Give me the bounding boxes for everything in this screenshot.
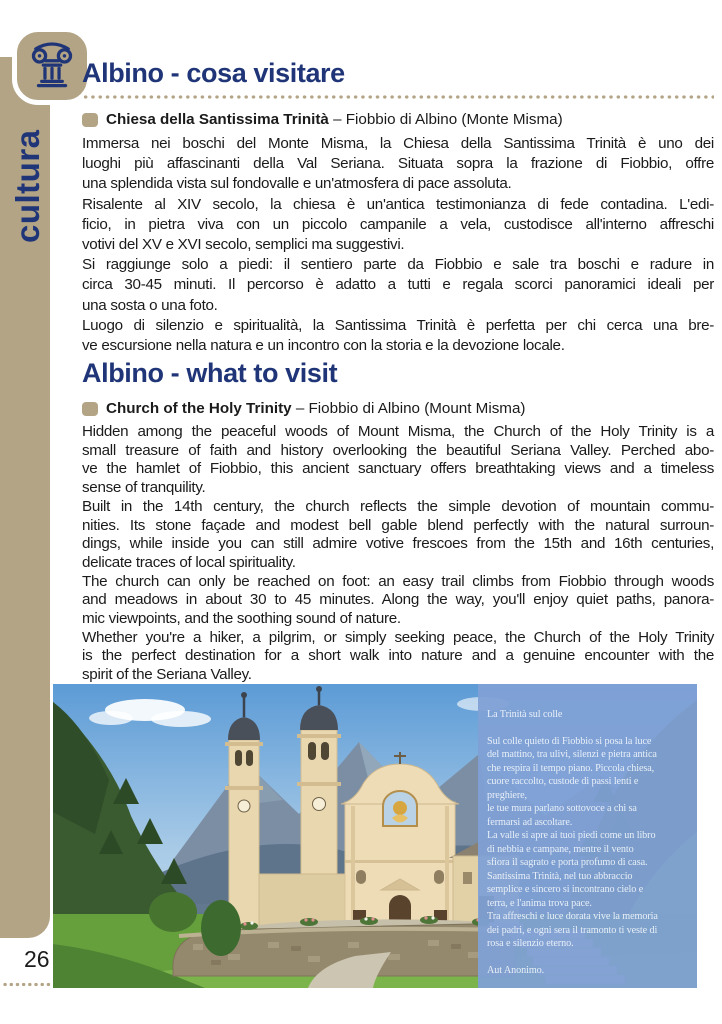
poem-title: La Trinità sul colle: [487, 709, 563, 720]
page-title-italian: Albino - cosa visitare: [82, 58, 345, 88]
sidebar-category-label: cultura: [9, 129, 46, 243]
poem-line: Sul colle quieto di Fiobbio si posa la luce: [487, 735, 652, 747]
text-line: dings, while inside you can still admire votive frescoes from the 15th and 16th centuries,: [82, 535, 714, 553]
section-english: [82, 358, 714, 685]
bullet-marker: [82, 402, 98, 416]
text-line: delicate traces of local spirituality.: [82, 553, 296, 571]
lead-text: [106, 110, 563, 129]
text-line: Si raggiunge solo a piedi: il sentiero parte da Fiobbio e sale tra boschi e radure in: [82, 256, 714, 274]
text-line: The church can only be reached on foot: an easy trail climbs from Fiobbio through woods: [82, 572, 714, 590]
text-line: ve the hamlet of Fiobbio, this ancient sanctuary offers breathtaking views and a timeless: [82, 460, 714, 478]
lead-line-italian: [82, 110, 714, 129]
poem: [478, 684, 697, 977]
text-line: ve escursione nella natura e un incontro con la storia e la devozione locale.: [82, 337, 565, 355]
poem-author: Aut Anonimo.: [487, 964, 545, 976]
text-line: small treasure of faith and history overlooking the beautiful Seriana Valley. Perched abo-: [82, 441, 714, 459]
lead-line-english: [82, 399, 714, 418]
section-italian: [82, 58, 714, 356]
text-line: Whether you're a hiker, a pilgrim, or simply seeking peace, the Church of the Holy Trinity: [82, 628, 714, 646]
poem-line: rosa e silenzio eterno.: [487, 938, 574, 949]
place-location: – Fiobbio di Albino (Monte Misma): [328, 111, 563, 128]
text-line: is the perfect destination for a short walk into nature and a genuine encounter with the: [82, 647, 714, 665]
poem-line: sfiora il sagrato e porta profumo di casa.: [487, 857, 648, 868]
body-text-italian: [82, 134, 714, 356]
lead-text: [106, 399, 525, 418]
ionic-column-icon: [26, 38, 78, 95]
dotted-divider: [82, 95, 714, 99]
text-line: votivi del XV e XVI secolo, semplici ma suggestivi.: [82, 236, 405, 254]
poem-line: semplice e sincero si incontrano cielo e: [487, 884, 644, 895]
poem-line: Santissima Trinità, nel tuo abbraccio: [487, 870, 633, 882]
poem-panel: [478, 684, 697, 988]
place-name-bold: Chiesa della Santissima Trinità: [106, 111, 329, 128]
body-text-english: [82, 423, 714, 685]
poem-body: [487, 735, 690, 951]
poem-line: fermarsi ad ascoltare.: [487, 816, 573, 828]
poem-line: dei padri, e ogni sera il tramonto ti veste di: [487, 924, 658, 936]
place-location: – Fiobbio di Albino (Mount Misma): [291, 400, 526, 417]
text-line: Risalente al XIV secolo, la chiesa è un'antica testimonianza di fede contadina. L'edi-: [82, 195, 714, 213]
page-title-english: Albino - what to visit: [82, 358, 338, 388]
poem-line: Tra affreschi e luce dorata vive la memoria: [487, 911, 658, 922]
poem-line: cuore raccolto, custode di passi lenti e: [487, 776, 639, 787]
text-line: una sosta o una foto.: [82, 296, 218, 314]
text-line: Hidden among the peaceful woods of Mount Misma, the Church of the Holy Trinity is a: [82, 423, 714, 440]
text-line: ficio, in pietra viva con un piccolo campanile a vela, custodisce all'interno affreschi: [82, 215, 714, 233]
text-line: mic viewpoints, and the soothing sound of nature.: [82, 610, 401, 628]
bullet-marker: [82, 113, 98, 127]
poem-line: del mattino, tra ulivi, silenzi e pietra antica: [487, 749, 657, 760]
text-line: Luogo di silenzio e spiritualità, la Santissima Trinità è perfetta per chi cerca una bre-: [82, 316, 714, 334]
poem-line: preghiere,: [487, 789, 528, 801]
category-icon-tile: [12, 27, 92, 105]
text-line: spirit of the Seriana Valley.: [82, 666, 252, 684]
text-line: circa 30-45 minuti. Il percorso è adatto a tutti e regala scorci panoramici ideali per: [82, 276, 714, 294]
text-line: and meadows in about 30 to 45 minutes. Along the way, you'll enjoy quiet paths, panora-: [82, 591, 714, 609]
text-line: una splendida vista sul fondovalle e un'atmosfera di pace assoluta.: [82, 175, 512, 193]
footer-dotted-line: [2, 982, 52, 987]
text-line: sense of tranquility.: [82, 479, 206, 497]
place-name-bold: Church of the Holy Trinity: [106, 400, 292, 417]
poem-line: La valle si apre ai tuoi piedi come un libro: [487, 830, 656, 841]
poem-line: di nebbia e campane, mentre il vento: [487, 843, 634, 855]
text-line: nities. Its stone façade and modest bell gable blend perfectly with the natural surroun-: [82, 516, 714, 534]
text-line: luoghi più affascinanti della Val Seriana. Situata sopra la frazione di Fiobbio, offre: [82, 155, 714, 173]
text-line: Built in the 14th century, the church reflects the simple devotion of mountain commu-: [82, 497, 714, 515]
poem-line: terra, e l'anima trova pace.: [487, 897, 592, 909]
text-line: Immersa nei boschi del Monte Misma, la Chiesa della Santissima Trinità è uno dei: [82, 135, 714, 152]
page-number: 26: [24, 946, 50, 972]
poem-line: che respira il tempo piano. Piccola chiesa,: [487, 762, 655, 774]
poem-line: le tue mura parlano sottovoce a chi sa: [487, 803, 637, 814]
